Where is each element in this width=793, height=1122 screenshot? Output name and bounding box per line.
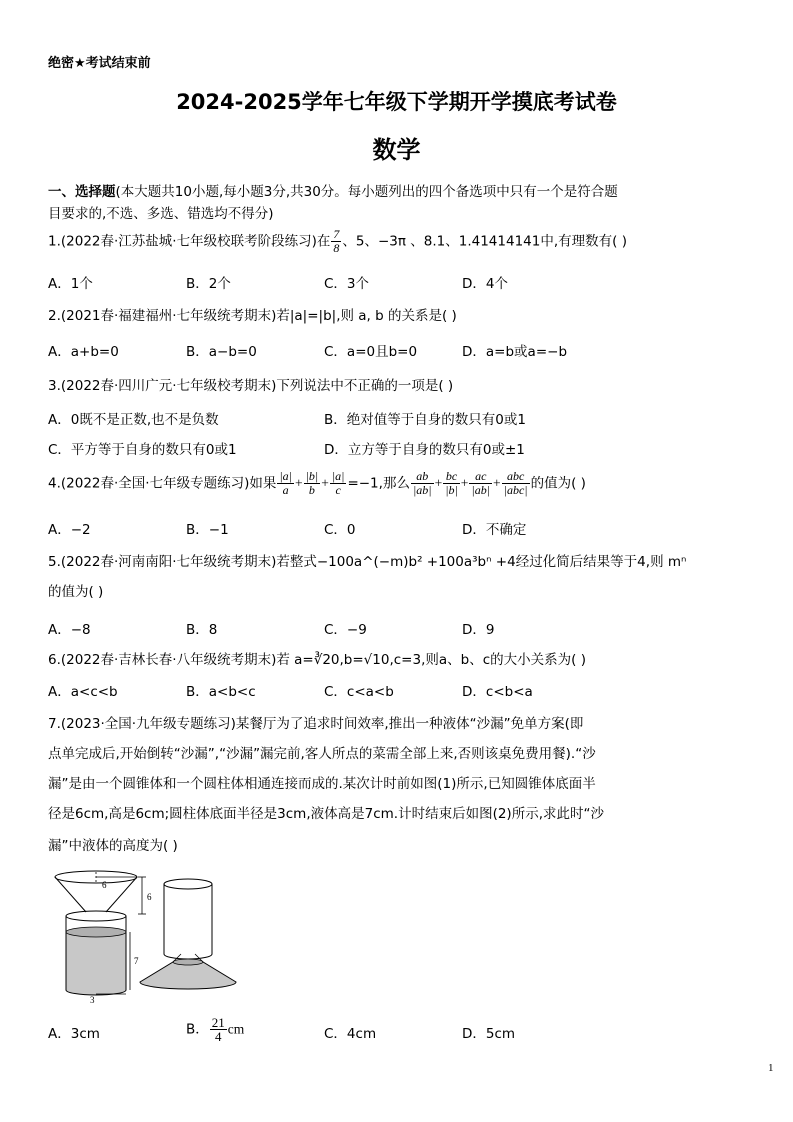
q3-option-b[interactable]: B．绝对值等于自身的数只有0或1	[324, 412, 526, 428]
q4-cf3-num: |a|	[331, 469, 345, 483]
question-4-stem: 4.(2022春·全国·七年级专题练习)如果 $\frac{|a|}{a}$ + $\frac{|b|}{b}$ + $\frac{|a|}{c}$ =−1,那么 $\frac{ab}{|ab|}$ + $\frac{bc}{|b|}$ + $\frac{ac}{|ab|}$ + $\frac{\text{abc}}{\text{|abc|}}$ 的值为( )	[48, 469, 586, 497]
question-5-stem: 5.(2022春·河南南阳·七年级统考期末)若整式−100a^(−m)b² +100a³bⁿ +4经过化简后结果等于4,则 mⁿ	[48, 554, 687, 570]
question-5-stem-cont: 的值为( )	[48, 584, 104, 600]
q7-option-d[interactable]: D．5cm	[462, 1026, 516, 1042]
hourglass-figure-1	[55, 871, 152, 1005]
question-1-stem	[48, 228, 627, 255]
label-cone-height: 6	[147, 892, 152, 902]
exam-title: 2024-2025学年七年级下学期开学摸底考试卷	[176, 90, 617, 114]
q5-option-a[interactable]: A．−8	[48, 622, 91, 638]
q4-cond-frac-3	[330, 470, 347, 497]
q1-frac-den: 8	[333, 241, 340, 255]
page-number: 1	[768, 1062, 774, 1074]
q4-option-b[interactable]: B．−1	[186, 522, 229, 538]
section-intro-b: 目要求的,不选、多选、错选均不得分)	[48, 206, 274, 222]
q6-option-d[interactable]: D．c<b<a	[462, 684, 533, 700]
q2-option-a[interactable]: A．a+b=0	[48, 344, 119, 360]
q4-cf1-den: a	[282, 483, 289, 497]
q1-option-a[interactable]: A．1个	[48, 276, 93, 292]
q4-ef4-den: |abc|	[503, 483, 528, 497]
label-cylinder-radius: 3	[90, 995, 95, 1005]
q4-ef2-den: |b|	[445, 483, 458, 497]
question-2-stem: 2.(2021春·福建福州·七年级统考期末)若|a|=|b|,则 a, b 的关系是( )	[48, 308, 457, 324]
q4-cf2-den: b	[308, 483, 315, 497]
q4-ef2-num: bc	[443, 470, 460, 484]
q2-option-c[interactable]: C．a=0且b=0	[324, 344, 418, 360]
q7-option-b[interactable]	[186, 1016, 244, 1043]
q4-ef3-num: ac	[469, 470, 492, 484]
question-7-line-5: 漏”中液体的高度为( )	[48, 838, 178, 854]
q1-source: (2022春·江苏盐城·七年级校联考阶段练习)在	[60, 233, 331, 250]
question-7-line-3: 漏”是由一个圆锥体和一个圆柱体相通连接而成的.某次计时前如图(1)所示,已知圆锥体底面半	[48, 776, 596, 792]
q4-cf3-den: c	[335, 483, 341, 497]
q4-expr-frac-4	[502, 470, 530, 497]
q2-option-d[interactable]: D．a=b或a=−b	[462, 344, 568, 360]
q4-option-d[interactable]: D．不确定	[462, 522, 527, 538]
q1-option-c[interactable]: C．3个	[324, 276, 370, 292]
hourglass-figure	[42, 870, 242, 1005]
q7-option-b-unit: cm	[227, 1021, 245, 1037]
question-7-line-2: 点单完成后,开始倒转“沙漏”,“沙漏”漏完前,客人所点的菜需全部上来,否则该桌免费用餐).“沙	[48, 746, 596, 762]
q5-option-c[interactable]: C．−9	[324, 622, 367, 638]
q1-option-d[interactable]: D．4个	[462, 276, 508, 292]
q7-option-b-label: B．	[186, 1021, 209, 1038]
label-liquid-height: 7	[134, 956, 139, 966]
q4-option-a[interactable]: A．−2	[48, 522, 91, 538]
q3-option-d[interactable]: D．立方等于自身的数只有0或±1	[324, 442, 525, 458]
hourglass-figure-2	[140, 879, 236, 989]
question-3-stem: 3.(2022春·四川广元·七年级校考期末)下列说法中不正确的一项是( )	[48, 378, 454, 394]
q7-option-c[interactable]: C．4cm	[324, 1026, 377, 1042]
q5-option-d[interactable]: D．9	[462, 622, 495, 638]
q6-option-a[interactable]: A．a<c<b	[48, 684, 118, 700]
q4-tail: 的值为( )	[530, 475, 586, 492]
q1-num: 1.	[48, 233, 61, 250]
q6-option-c[interactable]: C．c<a<b	[324, 684, 394, 700]
q6-option-b[interactable]: B．a<b<c	[186, 684, 256, 700]
section-intro	[48, 180, 618, 200]
section-heading: 一、选择题	[48, 184, 116, 200]
subject-title: 数学	[372, 135, 421, 164]
q4-cf2-num: |b|	[305, 469, 319, 483]
q1-stem-tail: 、5、−3π 、8.1、1.41414141中,有理数有( )	[342, 233, 627, 250]
question-7-line-4: 径是6cm,高是6cm;圆柱体底面半径是3cm,液体高是7cm.计时结束后如图(2)所示,求此时“沙	[48, 806, 604, 822]
q7-option-b-fraction	[210, 1016, 227, 1043]
q4-option-c[interactable]: C．0	[324, 522, 356, 538]
q4-source: 4.(2022春·全国·七年级专题练习)如果	[48, 475, 277, 492]
section-intro-a: (本大题共10小题,每小题3分,共30分。每小题列出的四个备选项中只有一个是符合题	[115, 184, 618, 200]
q5-option-b[interactable]: B．8	[186, 622, 218, 638]
q1-option-b[interactable]: B．2个	[186, 276, 231, 292]
q2-option-b[interactable]: B．a−b=0	[186, 344, 257, 360]
q3-option-a[interactable]: A．0既不是正数,也不是负数	[48, 412, 219, 428]
q4-expr-frac-3	[469, 470, 492, 497]
label-cone-radius: 6	[102, 880, 107, 890]
confidential-notice: 绝密★考试结束前	[48, 56, 151, 71]
q3-option-c[interactable]: C．平方等于自身的数只有0或1	[48, 442, 237, 458]
q4-ef1-den: |ab|	[412, 483, 432, 497]
q7-optb-num: 21	[211, 1015, 225, 1030]
q4-cond-frac-2	[304, 470, 321, 497]
q4-cf1-num: |a|	[279, 469, 292, 483]
q4-expr-frac-1	[411, 470, 434, 497]
question-6-stem: 6.(2022春·吉林长春·八年级统考期末)若 a=∛20,b=√10,c=3,则a、b、c的大小关系为( )	[48, 652, 586, 668]
q7-option-a[interactable]: A．3cm	[48, 1026, 100, 1042]
q4-ef4-num: abc	[502, 470, 530, 484]
q7-optb-den: 4	[215, 1029, 222, 1044]
q4-cond-tail: =−1,那么	[347, 475, 410, 492]
q4-cond-frac-1	[277, 470, 294, 497]
q1-frac-num: 7	[333, 227, 340, 241]
q4-ef1-num: ab	[411, 470, 434, 484]
question-7-line-1: 7.(2023·全国·九年级专题练习)某餐厅为了追求时间效率,推出一种液体“沙漏”免单方案(即	[48, 716, 584, 732]
q4-expr-frac-2	[443, 470, 460, 497]
q1-fraction	[331, 228, 341, 255]
q4-ef3-den: |ab|	[471, 483, 491, 497]
